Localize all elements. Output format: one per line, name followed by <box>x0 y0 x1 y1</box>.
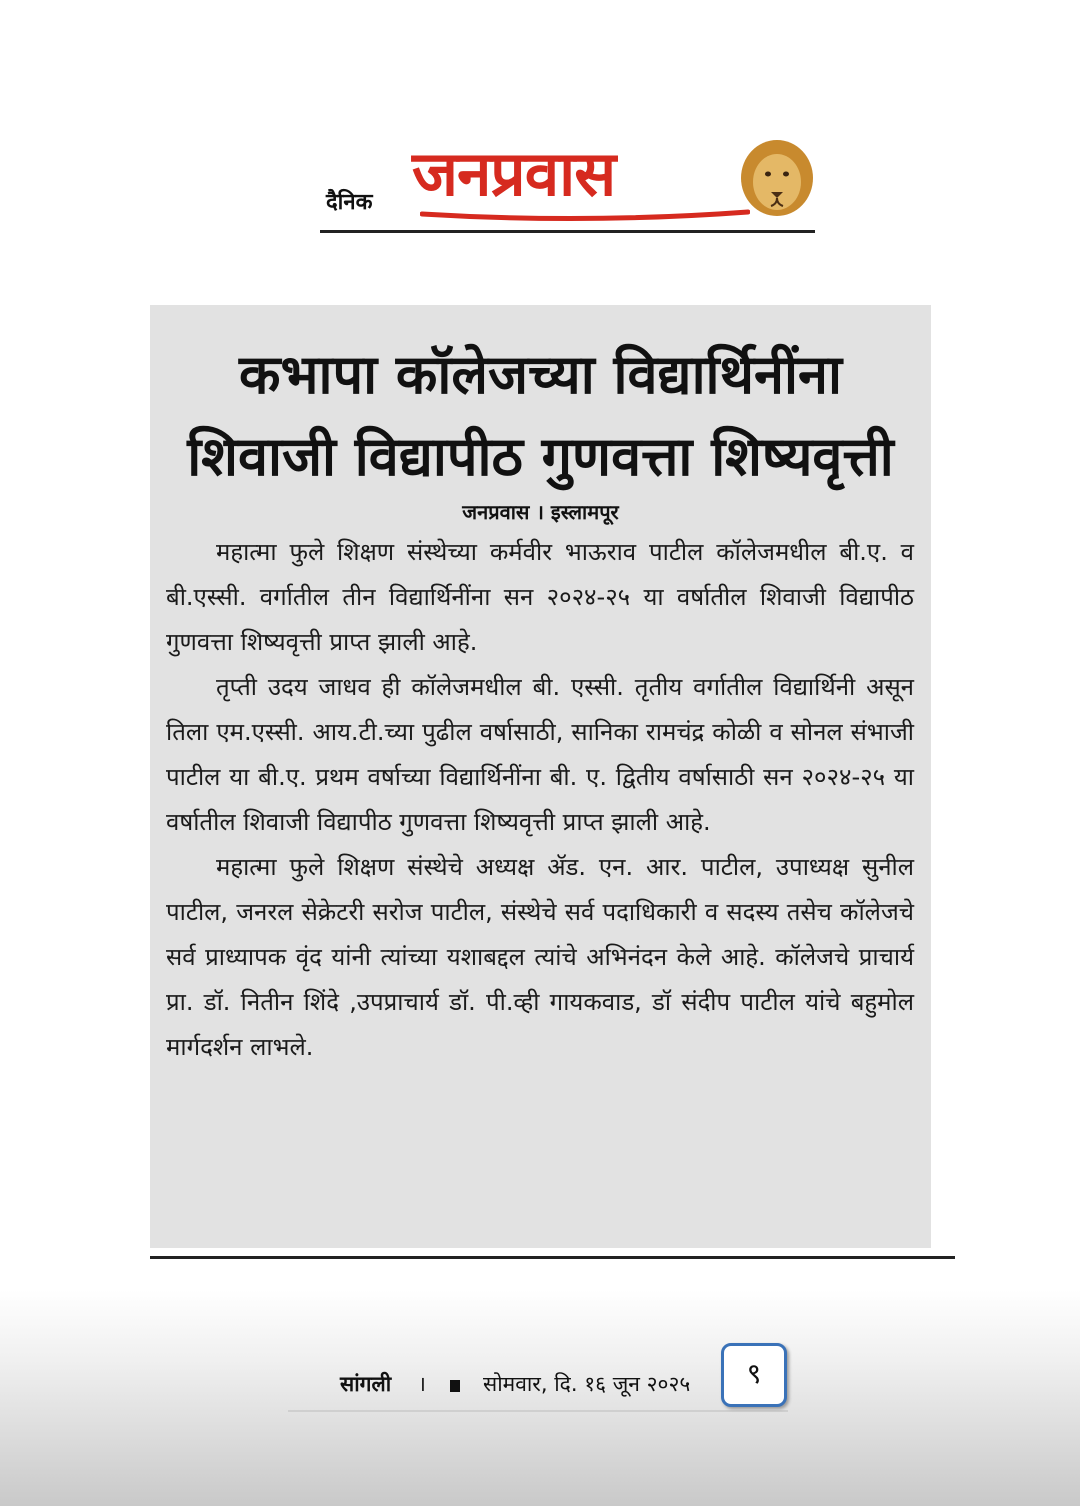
masthead-underline-swoosh <box>420 208 750 222</box>
article-dateline: जनप्रवास । इस्लामपूर <box>462 500 619 524</box>
article-headline-line-1: कभापा कॉलेजच्या विद्यार्थिनींना <box>239 343 842 406</box>
newspaper-masthead <box>320 130 815 233</box>
news-article <box>150 305 931 1248</box>
article-headline-line-2: शिवाजी विद्यापीठ गुणवत्ता शिष्यवृत्ती <box>187 425 894 488</box>
lion-head-icon <box>738 138 816 218</box>
article-bottom-rule <box>150 1256 955 1259</box>
article-paragraph: महात्मा फुले शिक्षण संस्थेच्या कर्मवीर भाऊराव पाटील कॉलेजमधील बी.ए. व बी.एस्सी. वर्गातील तीन विद्यार्थिनींना सन २०२४-२५ या वर्षातील शिवाजी विद्यापीठ गुणवत्ता शिष्यवृत्ती प्राप्त झाली आहे. <box>166 538 914 656</box>
page-footer <box>288 1340 788 1412</box>
masthead-prefix: दैनिक <box>326 190 373 215</box>
footer-edition-city: सांगली <box>340 1372 392 1396</box>
square-bullet-icon <box>450 1380 460 1392</box>
page-number-badge: ९ <box>721 1343 787 1407</box>
masthead-brand-name: जनप्रवास <box>412 137 616 210</box>
footer-date: सोमवार, दि. १६ जून २०२५ <box>483 1372 691 1396</box>
article-paragraph: तृप्ती उदय जाधव ही कॉलेजमधील बी. एस्सी. तृतीय वर्गातील विद्यार्थिनी असून तिला एम.एस्सी. आय.टी.च्या पुढील वर्षासाठी, सानिका रामचंद्र कोळी व सोनल संभाजी पाटील या बी.ए. प्रथम वर्षाच्या विद्यार्थिनींना बी. ए. द्वितीय वर्षासाठी सन २०२४-२५ या वर्षातील शिवाजी विद्यापीठ गुणवत्ता शिष्यवृत्ती प्राप्त झाली आहे. <box>166 673 914 836</box>
article-body <box>166 530 914 1070</box>
footer-separator: । <box>418 1372 426 1396</box>
article-paragraph: महात्मा फुले शिक्षण संस्थेचे अध्यक्ष ॲड. एन. आर. पाटील, उपाध्यक्ष सुनील पाटील, जनरल सेक्रेटरी सरोज पाटील, संस्थेचे सर्व पदाधिकारी व सदस्य तसेच कॉलेजचे सर्व प्राध्यापक वृंद यांनी त्यांच्या यशाबद्दल त्यांचे अभिनंदन केले आहे. कॉलेजचे प्राचार्य प्रा. डॉ. नितीन शिंदे ,उपप्राचार्य डॉ. पी.व्ही गायकवाड, डॉ संदीप पाटील यांचे बहुमोल मार्गदर्शन लाभले. <box>166 853 914 1061</box>
